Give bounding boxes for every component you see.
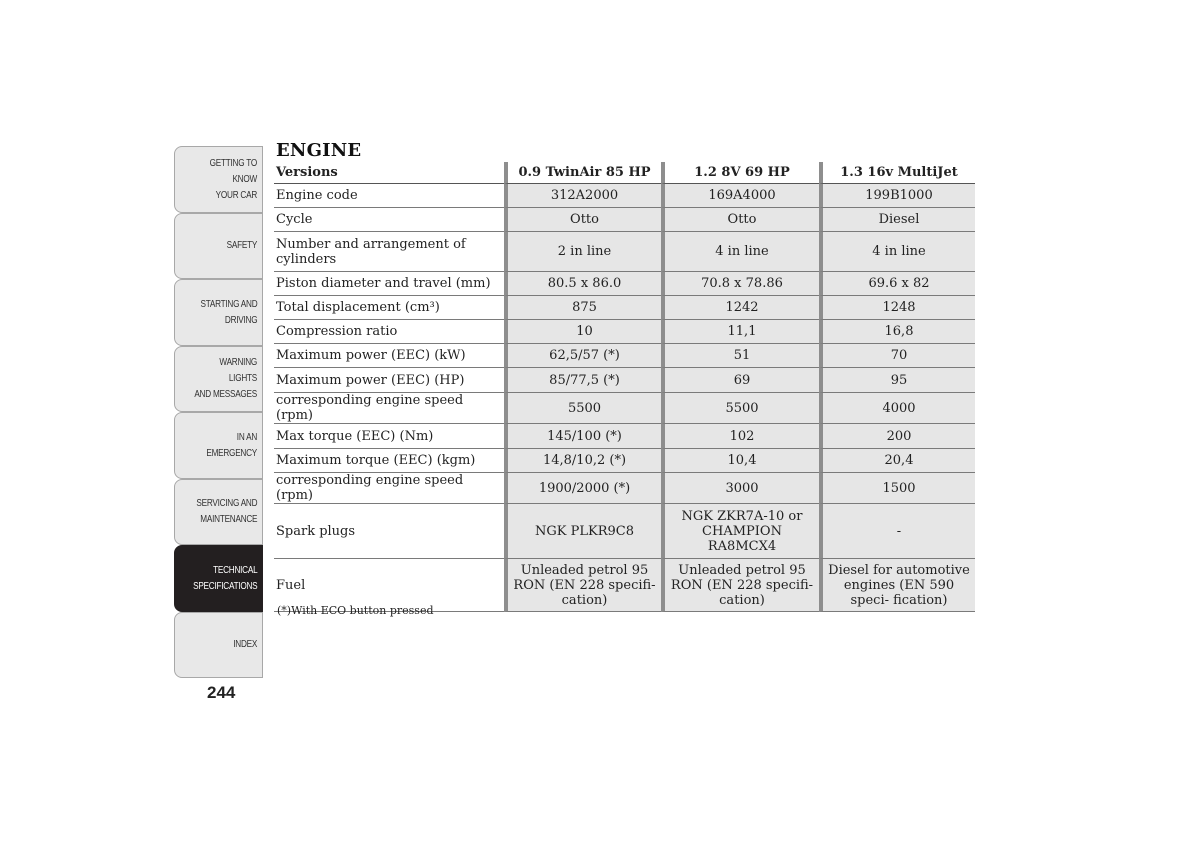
table-cell: 4 in line xyxy=(661,232,819,272)
table-row xyxy=(274,504,975,559)
row-label: Cycle xyxy=(274,208,504,232)
table-cell: - xyxy=(819,504,975,559)
row-label: Maximum power (EEC) (kW) xyxy=(274,344,504,368)
table-cell: 199B1000 xyxy=(819,184,975,208)
row-label: Piston diameter and travel (mm) xyxy=(274,272,504,296)
table-row xyxy=(274,184,975,208)
tab-emergency[interactable] xyxy=(174,412,263,479)
row-label: Engine code xyxy=(274,184,504,208)
tab-technical-specifications[interactable] xyxy=(174,545,263,612)
table-cell: 10 xyxy=(504,320,661,344)
row-label: Fuel xyxy=(274,559,504,612)
table-cell: NGK PLKR9C8 xyxy=(504,504,661,559)
table-cell: 200 xyxy=(819,424,975,449)
table-header-row xyxy=(274,162,975,184)
table-row xyxy=(274,232,975,272)
table-row xyxy=(274,424,975,449)
table-cell: 145/100 (*) xyxy=(504,424,661,449)
table-row xyxy=(274,272,975,296)
table-row xyxy=(274,320,975,344)
table-cell: 1900/2000 (*) xyxy=(504,473,661,504)
column-header-multijet: 1.3 16v MultiJet xyxy=(819,162,975,184)
row-label: Spark plugs xyxy=(274,504,504,559)
table-cell: 3000 xyxy=(661,473,819,504)
table-row xyxy=(274,296,975,320)
table-cell: Otto xyxy=(504,208,661,232)
table-cell: 62,5/57 (*) xyxy=(504,344,661,368)
table-cell: 10,4 xyxy=(661,449,819,473)
table-cell: Unleaded petrol 95 RON (EN 228 specifi- cation) xyxy=(661,559,819,612)
table-cell: Diesel for automotive engines (EN 590 speci- fication) xyxy=(819,559,975,612)
tab-safety[interactable] xyxy=(174,213,263,279)
table-cell: 875 xyxy=(504,296,661,320)
column-header-versions: Versions xyxy=(274,162,504,184)
footnote: (*)With ECO button pressed xyxy=(277,604,434,617)
tab-warning-lights[interactable] xyxy=(174,346,263,412)
table-cell: 5500 xyxy=(504,393,661,424)
table-cell: 69.6 x 82 xyxy=(819,272,975,296)
table-cell: 312A2000 xyxy=(504,184,661,208)
table-cell: NGK ZKR7A-10 or CHAMPION RA8MCX4 xyxy=(661,504,819,559)
row-label: Maximum power (EEC) (HP) xyxy=(274,368,504,393)
table-cell: 70.8 x 78.86 xyxy=(661,272,819,296)
row-label: Compression ratio xyxy=(274,320,504,344)
table-cell: 169A4000 xyxy=(661,184,819,208)
column-header-8v: 1.2 8V 69 HP xyxy=(661,162,819,184)
row-label: corresponding engine speed (rpm) xyxy=(274,473,504,504)
table-cell: 80.5 x 86.0 xyxy=(504,272,661,296)
table-cell: Unleaded petrol 95 RON (EN 228 specifi- cation) xyxy=(504,559,661,612)
tab-label: STARTING AND DRIVING xyxy=(200,298,257,326)
engine-spec-table xyxy=(274,162,975,612)
tab-label: TECHNICAL SPECIFICATIONS xyxy=(192,564,257,592)
table-cell: 11,1 xyxy=(661,320,819,344)
table-cell: 5500 xyxy=(661,393,819,424)
table-row xyxy=(274,368,975,393)
row-label: Number and arrangement of cylinders xyxy=(274,232,504,272)
tab-label: SAFETY xyxy=(226,240,257,251)
table-cell: 51 xyxy=(661,344,819,368)
table-cell: 20,4 xyxy=(819,449,975,473)
column-header-twinair: 0.9 TwinAir 85 HP xyxy=(504,162,661,184)
table-cell: 4 in line xyxy=(819,232,975,272)
row-label: Maximum torque (EEC) (kgm) xyxy=(274,449,504,473)
tab-servicing[interactable] xyxy=(174,479,263,545)
row-label: corresponding engine speed (rpm) xyxy=(274,393,504,424)
tab-label: IN AN EMERGENCY xyxy=(206,431,257,459)
tab-label: GETTING TO KNOW YOUR CAR xyxy=(209,157,257,201)
table-cell: 70 xyxy=(819,344,975,368)
table-cell: Diesel xyxy=(819,208,975,232)
table-row xyxy=(274,473,975,504)
tab-label: SERVICING AND MAINTENANCE xyxy=(196,498,257,525)
table-cell: 1242 xyxy=(661,296,819,320)
tab-getting-to-know[interactable] xyxy=(174,146,263,213)
table-cell: 4000 xyxy=(819,393,975,424)
table-row xyxy=(274,449,975,473)
table-cell: 16,8 xyxy=(819,320,975,344)
table-cell: 1500 xyxy=(819,473,975,504)
table-cell: 2 in line xyxy=(504,232,661,272)
table-cell: 85/77,5 (*) xyxy=(504,368,661,393)
tab-index[interactable] xyxy=(174,612,263,678)
row-label: Total displacement (cm³) xyxy=(274,296,504,320)
tab-label: WARNING LIGHTS AND MESSAGES xyxy=(194,357,257,400)
table-row xyxy=(274,208,975,232)
table-row xyxy=(274,393,975,424)
row-label: Max torque (EEC) (Nm) xyxy=(274,424,504,449)
table-cell: 95 xyxy=(819,368,975,393)
table-cell: Otto xyxy=(661,208,819,232)
section-title: ENGINE xyxy=(276,140,362,161)
table-cell: 69 xyxy=(661,368,819,393)
table-cell: 14,8/10,2 (*) xyxy=(504,449,661,473)
page-number: 244 xyxy=(207,683,236,702)
table-cell: 102 xyxy=(661,424,819,449)
table-cell: 1248 xyxy=(819,296,975,320)
table-row xyxy=(274,344,975,368)
tab-label: INDEX xyxy=(233,639,257,650)
tab-starting-driving[interactable] xyxy=(174,279,263,346)
